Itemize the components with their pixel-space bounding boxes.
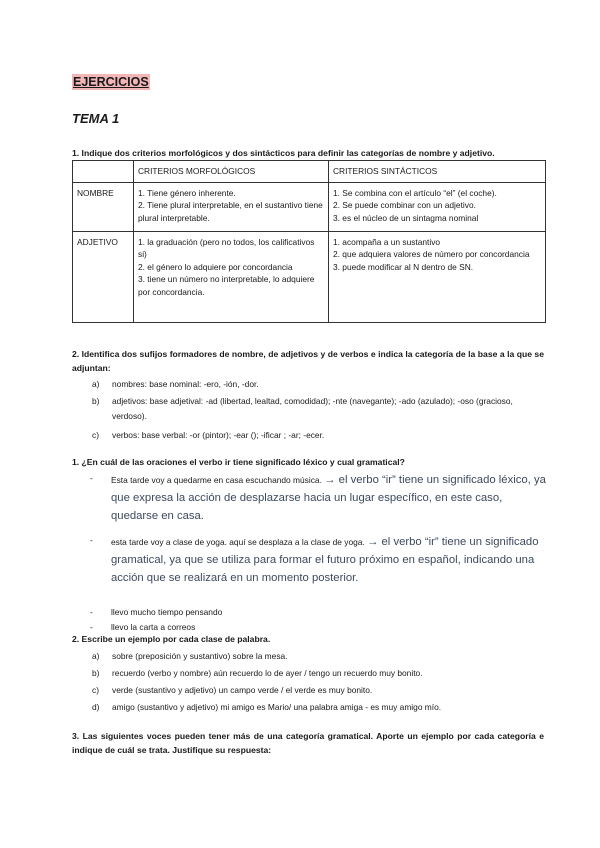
page-title: EJERCICIOS [73,75,149,89]
question-1-heading: 1. Indique dos criterios morfológicos y dos sintácticos para definir las categorías de nombre y adjetivo. [72,148,495,158]
cell-line: 1. la graduación (pero no todos, los calificativos si) [138,236,315,259]
cell-line: 1. Tiene género inherente. [138,187,236,198]
list-item [88,428,548,443]
list-marker: a) [92,651,100,661]
word-class-list [88,649,548,715]
row-label: ADJETIVO [73,231,134,322]
table-row-nombre [73,182,546,231]
list-item [88,377,548,394]
list-marker: b) [92,668,100,678]
morf-cell [134,231,329,322]
list-item [88,666,548,683]
list-text: adjetivos: base adjetival: -ad (libertad, lealtad, comodidad); -nte (navegante); -ado (azulado); -oso (gracioso, verdoso). [112,396,513,421]
question-2-heading: 2. Identifica dos sufijos formadores de nombre, de adjetivos y de verbos e indica la categoría de la base a la que se adjuntan: [72,349,544,373]
dash-marker: - [90,607,93,617]
list-text: sobre (preposición y sustantivo) sobre la mesa. [112,651,288,661]
question-5-heading: 3. Las siguientes voces pueden tener más de una categoría gramatical. Aporte un ejemplo por cada categoría e indique de cuál se trata. Justifique su respuesta: [72,731,544,755]
cell-line: 1. Se combina con el artículo “el” (el coche). [333,187,497,198]
list-text: llevo mucho tiempo pensando [111,607,223,617]
cell-line: 2. el género lo adquiere por concordancia [138,261,293,272]
sentence: esta tarde voy a clase de yoga. aquí se desplaza a la clase de yoga. [111,537,365,547]
list-marker: b) [92,396,100,406]
table-header-row [73,161,546,183]
dash-marker: - [90,473,93,483]
list-item [90,533,546,587]
cell-line: 3. puede modificar al N dentro de SN. [333,261,474,272]
list-marker: c) [92,430,99,440]
question-3-heading: 1. ¿En cuál de las oraciones el verbo ir tiene significado léxico y cual gramatical? [72,457,405,467]
sint-cell [329,182,546,231]
list-item [88,700,548,715]
row-label: NOMBRE [73,182,134,231]
list-marker: c) [92,685,99,695]
question-4-heading: 2. Escribe un ejemplo por cada clase de palabra. [72,634,271,644]
criteria-table [72,160,546,323]
table-row-adjetivo [73,231,546,322]
list-text: llevo la carta a correos [111,622,196,632]
header-morfologicos: CRITERIOS MORFOLÓGICOS [134,161,329,183]
list-text: amigo (sustantivo y adjetivo) mi amigo es Mario/ una palabra amiga - es muy amigo mío. [112,702,442,712]
list-text: verde (sustantivo y adjetivo) un campo verde / el verde es muy bonito. [112,685,373,695]
dash-marker: - [90,535,93,545]
header-sintacticos: CRITERIOS SINTÁCTICOS [329,161,546,183]
list-item [88,649,548,666]
cell-line: 2. Se puede combinar con un adjetivo. [333,200,476,210]
sentence: Esta tarde voy a quedarme en casa escuchando música. [111,475,322,485]
cell-line: 2. que adquiera valores de número por concordancia [333,249,530,259]
cell-line: 2. Tiene plural interpretable, en el sustantivo tiene plural interpretable. [138,200,323,223]
list-text: nombres: base nominal: -ero, -ión, -dor. [112,379,259,389]
list-item [90,605,546,620]
list-item [88,683,548,700]
list-text: verbos: base verbal: -or (pintor); -ear (); -ificar ; -ar; -ecer. [112,430,325,440]
answer: → el verbo “ir” tiene un significado gramatical, ya que se utiliza para formar el futuro próximo en español, indicando una acción que se realizará en un momento posterior. [111,536,539,584]
list-text: recuerdo (verbo y nombre) aún recuerdo lo de ayer / tengo un recuerdo muy bonito. [112,668,423,678]
list-marker: a) [92,379,100,389]
table-corner-cell [73,161,134,183]
cell-line: 3. es el núcleo de un sintagma nominal [333,212,479,223]
list-item [90,471,546,525]
list-item [88,394,548,428]
section-title: TEMA 1 [72,111,120,126]
ir-sentence-list [90,471,546,635]
suffix-list [88,377,548,443]
list-marker: d) [92,702,100,712]
cell-line: 1. acompaña a un sustantivo [333,236,441,247]
dash-marker: - [90,622,93,632]
morf-cell [134,182,329,231]
answer: → el verbo “ir” tiene un significado léxico, ya que expresa la acción de desplazarse hacia un lugar específico, en este caso, quedarse en casa. [111,474,546,522]
sint-cell [329,231,546,322]
cell-line: 3. tiene un número no interpretable, lo adquiere por concordancia. [138,274,315,297]
